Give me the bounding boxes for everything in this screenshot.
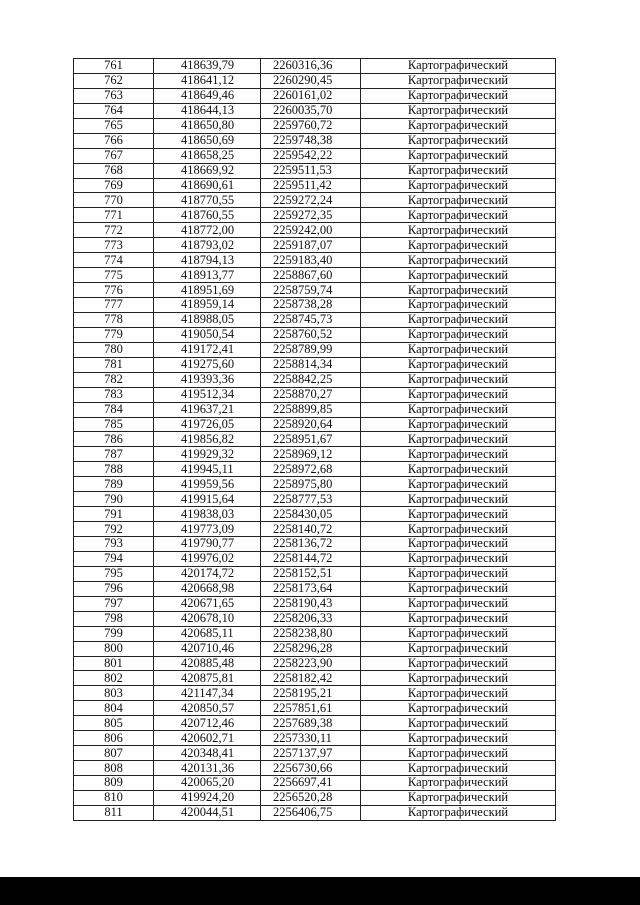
point-number-cell: 762 <box>74 73 154 88</box>
y-coordinate-cell: 2258190,43 <box>261 596 361 611</box>
table-row <box>74 611 556 626</box>
method-cell: Картографический <box>361 178 556 193</box>
table-row <box>74 59 556 74</box>
y-coordinate-cell: 2256697,41 <box>261 776 361 791</box>
y-coordinate-cell: 2258867,60 <box>261 268 361 283</box>
method-cell: Картографический <box>361 312 556 327</box>
table-row <box>74 118 556 133</box>
y-coordinate-cell: 2258223,90 <box>261 656 361 671</box>
point-number-cell: 773 <box>74 238 154 253</box>
point-number-cell: 789 <box>74 477 154 492</box>
point-number-cell: 775 <box>74 268 154 283</box>
method-cell: Картографический <box>361 163 556 178</box>
point-number-cell: 797 <box>74 596 154 611</box>
method-cell: Картографический <box>361 537 556 552</box>
y-coordinate-cell: 2256730,66 <box>261 761 361 776</box>
point-number-cell: 794 <box>74 551 154 566</box>
x-coordinate-cell: 419915,64 <box>154 492 261 507</box>
x-coordinate-cell: 418644,13 <box>154 103 261 118</box>
table-row <box>74 103 556 118</box>
table-row <box>74 402 556 417</box>
y-coordinate-cell: 2259511,53 <box>261 163 361 178</box>
table-row <box>74 537 556 552</box>
y-coordinate-cell: 2260161,02 <box>261 88 361 103</box>
table-row <box>74 208 556 223</box>
table-row <box>74 805 556 820</box>
y-coordinate-cell: 2260316,36 <box>261 59 361 74</box>
x-coordinate-cell: 419393,36 <box>154 372 261 387</box>
x-coordinate-cell: 418770,55 <box>154 193 261 208</box>
x-coordinate-cell: 419856,82 <box>154 432 261 447</box>
point-number-cell: 781 <box>74 357 154 372</box>
x-coordinate-cell: 419172,41 <box>154 342 261 357</box>
method-cell: Картографический <box>361 253 556 268</box>
x-coordinate-cell: 420348,41 <box>154 746 261 761</box>
y-coordinate-cell: 2257137,97 <box>261 746 361 761</box>
method-cell: Картографический <box>361 133 556 148</box>
table-row <box>74 432 556 447</box>
x-coordinate-cell: 421147,34 <box>154 686 261 701</box>
point-number-cell: 783 <box>74 387 154 402</box>
table-row <box>74 238 556 253</box>
x-coordinate-cell: 418772,00 <box>154 223 261 238</box>
method-cell: Картографический <box>361 671 556 686</box>
x-coordinate-cell: 418794,13 <box>154 253 261 268</box>
method-cell: Картографический <box>361 551 556 566</box>
x-coordinate-cell: 419945,11 <box>154 462 261 477</box>
method-cell: Картографический <box>361 283 556 298</box>
x-coordinate-cell: 419637,21 <box>154 402 261 417</box>
table-row <box>74 298 556 313</box>
point-number-cell: 770 <box>74 193 154 208</box>
point-number-cell: 806 <box>74 731 154 746</box>
table-row <box>74 342 556 357</box>
y-coordinate-cell: 2258296,28 <box>261 641 361 656</box>
method-cell: Картографический <box>361 746 556 761</box>
method-cell: Картографический <box>361 492 556 507</box>
y-coordinate-cell: 2258206,33 <box>261 611 361 626</box>
method-cell: Картографический <box>361 761 556 776</box>
x-coordinate-cell: 420174,72 <box>154 566 261 581</box>
point-number-cell: 780 <box>74 342 154 357</box>
x-coordinate-cell: 420671,65 <box>154 596 261 611</box>
method-cell: Картографический <box>361 387 556 402</box>
y-coordinate-cell: 2258920,64 <box>261 417 361 432</box>
y-coordinate-cell: 2259511,42 <box>261 178 361 193</box>
y-coordinate-cell: 2259760,72 <box>261 118 361 133</box>
y-coordinate-cell: 2258842,25 <box>261 372 361 387</box>
y-coordinate-cell: 2258430,05 <box>261 507 361 522</box>
y-coordinate-cell: 2259183,40 <box>261 253 361 268</box>
table-row <box>74 372 556 387</box>
table-row <box>74 193 556 208</box>
method-cell: Картографический <box>361 462 556 477</box>
y-coordinate-cell: 2259187,07 <box>261 238 361 253</box>
x-coordinate-cell: 418639,79 <box>154 59 261 74</box>
table-row <box>74 507 556 522</box>
y-coordinate-cell: 2258745,73 <box>261 312 361 327</box>
method-cell: Картографический <box>361 731 556 746</box>
x-coordinate-cell: 420065,20 <box>154 776 261 791</box>
method-cell: Картографический <box>361 776 556 791</box>
point-number-cell: 793 <box>74 537 154 552</box>
y-coordinate-cell: 2256520,28 <box>261 790 361 805</box>
method-cell: Картографический <box>361 790 556 805</box>
x-coordinate-cell: 419050,54 <box>154 327 261 342</box>
x-coordinate-cell: 418650,80 <box>154 118 261 133</box>
method-cell: Картографический <box>361 581 556 596</box>
point-number-cell: 761 <box>74 59 154 74</box>
table-row <box>74 790 556 805</box>
x-coordinate-cell: 420712,46 <box>154 716 261 731</box>
method-cell: Картографический <box>361 716 556 731</box>
point-number-cell: 763 <box>74 88 154 103</box>
x-coordinate-cell: 420850,57 <box>154 701 261 716</box>
method-cell: Картографический <box>361 59 556 74</box>
y-coordinate-cell: 2258760,52 <box>261 327 361 342</box>
point-number-cell: 805 <box>74 716 154 731</box>
x-coordinate-cell: 420885,48 <box>154 656 261 671</box>
y-coordinate-cell: 2258238,80 <box>261 626 361 641</box>
point-number-cell: 782 <box>74 372 154 387</box>
y-coordinate-cell: 2258951,67 <box>261 432 361 447</box>
point-number-cell: 772 <box>74 223 154 238</box>
table-row <box>74 731 556 746</box>
x-coordinate-cell: 419726,05 <box>154 417 261 432</box>
table-row <box>74 462 556 477</box>
point-number-cell: 785 <box>74 417 154 432</box>
method-cell: Картографический <box>361 372 556 387</box>
method-cell: Картографический <box>361 118 556 133</box>
point-number-cell: 787 <box>74 447 154 462</box>
y-coordinate-cell: 2259542,22 <box>261 148 361 163</box>
method-cell: Картографический <box>361 656 556 671</box>
table-row <box>74 641 556 656</box>
y-coordinate-cell: 2259272,35 <box>261 208 361 223</box>
x-coordinate-cell: 418641,12 <box>154 73 261 88</box>
table-row <box>74 357 556 372</box>
point-number-cell: 774 <box>74 253 154 268</box>
point-number-cell: 792 <box>74 522 154 537</box>
point-number-cell: 788 <box>74 462 154 477</box>
point-number-cell: 786 <box>74 432 154 447</box>
y-coordinate-cell: 2260290,45 <box>261 73 361 88</box>
y-coordinate-cell: 2258814,34 <box>261 357 361 372</box>
point-number-cell: 804 <box>74 701 154 716</box>
method-cell: Картографический <box>361 148 556 163</box>
method-cell: Картографический <box>361 88 556 103</box>
table-row <box>74 626 556 641</box>
y-coordinate-cell: 2258870,27 <box>261 387 361 402</box>
method-cell: Картографический <box>361 626 556 641</box>
y-coordinate-cell: 2258777,53 <box>261 492 361 507</box>
method-cell: Картографический <box>361 641 556 656</box>
x-coordinate-cell: 420602,71 <box>154 731 261 746</box>
y-coordinate-cell: 2258975,80 <box>261 477 361 492</box>
point-number-cell: 802 <box>74 671 154 686</box>
x-coordinate-cell: 420131,36 <box>154 761 261 776</box>
method-cell: Картографический <box>361 611 556 626</box>
point-number-cell: 798 <box>74 611 154 626</box>
method-cell: Картографический <box>361 805 556 820</box>
point-number-cell: 790 <box>74 492 154 507</box>
table-row <box>74 686 556 701</box>
method-cell: Картографический <box>361 73 556 88</box>
point-number-cell: 795 <box>74 566 154 581</box>
method-cell: Картографический <box>361 507 556 522</box>
table-row <box>74 671 556 686</box>
point-number-cell: 796 <box>74 581 154 596</box>
method-cell: Картографический <box>361 447 556 462</box>
table-row <box>74 522 556 537</box>
x-coordinate-cell: 419976,02 <box>154 551 261 566</box>
x-coordinate-cell: 418658,25 <box>154 148 261 163</box>
table-row <box>74 656 556 671</box>
table-row <box>74 776 556 791</box>
x-coordinate-cell: 418669,92 <box>154 163 261 178</box>
table-row <box>74 551 556 566</box>
point-number-cell: 776 <box>74 283 154 298</box>
x-coordinate-cell: 419512,34 <box>154 387 261 402</box>
point-number-cell: 766 <box>74 133 154 148</box>
table-row <box>74 133 556 148</box>
y-coordinate-cell: 2258152,51 <box>261 566 361 581</box>
point-number-cell: 784 <box>74 402 154 417</box>
x-coordinate-cell: 419929,32 <box>154 447 261 462</box>
table-row <box>74 566 556 581</box>
point-number-cell: 807 <box>74 746 154 761</box>
x-coordinate-cell: 420685,11 <box>154 626 261 641</box>
scan-bottom-edge <box>0 877 640 905</box>
x-coordinate-cell: 418951,69 <box>154 283 261 298</box>
x-coordinate-cell: 418959,14 <box>154 298 261 313</box>
y-coordinate-cell: 2258759,74 <box>261 283 361 298</box>
y-coordinate-cell: 2258789,99 <box>261 342 361 357</box>
method-cell: Картографический <box>361 223 556 238</box>
method-cell: Картографический <box>361 566 556 581</box>
y-coordinate-cell: 2258899,85 <box>261 402 361 417</box>
point-number-cell: 809 <box>74 776 154 791</box>
table-row <box>74 223 556 238</box>
point-number-cell: 778 <box>74 312 154 327</box>
table-row <box>74 701 556 716</box>
x-coordinate-cell: 418760,55 <box>154 208 261 223</box>
point-number-cell: 765 <box>74 118 154 133</box>
x-coordinate-cell: 419838,03 <box>154 507 261 522</box>
method-cell: Картографический <box>361 342 556 357</box>
point-number-cell: 808 <box>74 761 154 776</box>
point-number-cell: 769 <box>74 178 154 193</box>
y-coordinate-cell: 2258195,21 <box>261 686 361 701</box>
table-row <box>74 283 556 298</box>
x-coordinate-cell: 418988,05 <box>154 312 261 327</box>
method-cell: Картографический <box>361 193 556 208</box>
y-coordinate-cell: 2259272,24 <box>261 193 361 208</box>
method-cell: Картографический <box>361 477 556 492</box>
method-cell: Картографический <box>361 522 556 537</box>
x-coordinate-cell: 418913,77 <box>154 268 261 283</box>
y-coordinate-cell: 2258140,72 <box>261 522 361 537</box>
x-coordinate-cell: 418793,02 <box>154 238 261 253</box>
y-coordinate-cell: 2258182,42 <box>261 671 361 686</box>
y-coordinate-cell: 2257689,38 <box>261 716 361 731</box>
y-coordinate-cell: 2258969,12 <box>261 447 361 462</box>
y-coordinate-cell: 2256406,75 <box>261 805 361 820</box>
y-coordinate-cell: 2259242,00 <box>261 223 361 238</box>
point-number-cell: 777 <box>74 298 154 313</box>
method-cell: Картографический <box>361 402 556 417</box>
x-coordinate-cell: 420710,46 <box>154 641 261 656</box>
point-number-cell: 800 <box>74 641 154 656</box>
table-row <box>74 253 556 268</box>
point-number-cell: 799 <box>74 626 154 641</box>
point-number-cell: 810 <box>74 790 154 805</box>
x-coordinate-cell: 419959,56 <box>154 477 261 492</box>
table-row <box>74 268 556 283</box>
x-coordinate-cell: 420678,10 <box>154 611 261 626</box>
table-row <box>74 596 556 611</box>
table-row <box>74 761 556 776</box>
point-number-cell: 801 <box>74 656 154 671</box>
point-number-cell: 811 <box>74 805 154 820</box>
method-cell: Картографический <box>361 298 556 313</box>
table-row <box>74 746 556 761</box>
table-row <box>74 163 556 178</box>
x-coordinate-cell: 419275,60 <box>154 357 261 372</box>
method-cell: Картографический <box>361 327 556 342</box>
y-coordinate-cell: 2259748,38 <box>261 133 361 148</box>
point-number-cell: 779 <box>74 327 154 342</box>
point-number-cell: 768 <box>74 163 154 178</box>
table-row <box>74 387 556 402</box>
table-row <box>74 178 556 193</box>
x-coordinate-cell: 419924,20 <box>154 790 261 805</box>
y-coordinate-cell: 2258173,64 <box>261 581 361 596</box>
y-coordinate-cell: 2258136,72 <box>261 537 361 552</box>
method-cell: Картографический <box>361 238 556 253</box>
point-number-cell: 771 <box>74 208 154 223</box>
point-number-cell: 803 <box>74 686 154 701</box>
point-number-cell: 764 <box>74 103 154 118</box>
method-cell: Картографический <box>361 686 556 701</box>
table-row <box>74 148 556 163</box>
x-coordinate-cell: 419773,09 <box>154 522 261 537</box>
y-coordinate-cell: 2257330,11 <box>261 731 361 746</box>
y-coordinate-cell: 2258738,28 <box>261 298 361 313</box>
point-number-cell: 767 <box>74 148 154 163</box>
method-cell: Картографический <box>361 268 556 283</box>
table-row <box>74 477 556 492</box>
table-row <box>74 88 556 103</box>
x-coordinate-cell: 420044,51 <box>154 805 261 820</box>
method-cell: Картографический <box>361 103 556 118</box>
x-coordinate-cell: 419790,77 <box>154 537 261 552</box>
y-coordinate-cell: 2260035,70 <box>261 103 361 118</box>
table-row <box>74 327 556 342</box>
point-number-cell: 791 <box>74 507 154 522</box>
method-cell: Картографический <box>361 701 556 716</box>
table-row <box>74 581 556 596</box>
table-row <box>74 417 556 432</box>
method-cell: Картографический <box>361 432 556 447</box>
method-cell: Картографический <box>361 596 556 611</box>
table-row <box>74 492 556 507</box>
table-row <box>74 716 556 731</box>
x-coordinate-cell: 420668,98 <box>154 581 261 596</box>
coordinates-table <box>73 58 556 821</box>
x-coordinate-cell: 418649,46 <box>154 88 261 103</box>
x-coordinate-cell: 418690,61 <box>154 178 261 193</box>
coordinates-table-body <box>74 59 556 821</box>
table-row <box>74 447 556 462</box>
method-cell: Картографический <box>361 417 556 432</box>
table-row <box>74 73 556 88</box>
method-cell: Картографический <box>361 357 556 372</box>
y-coordinate-cell: 2258144,72 <box>261 551 361 566</box>
method-cell: Картографический <box>361 208 556 223</box>
y-coordinate-cell: 2258972,68 <box>261 462 361 477</box>
y-coordinate-cell: 2257851,61 <box>261 701 361 716</box>
x-coordinate-cell: 420875,81 <box>154 671 261 686</box>
table-row <box>74 312 556 327</box>
x-coordinate-cell: 418650,69 <box>154 133 261 148</box>
